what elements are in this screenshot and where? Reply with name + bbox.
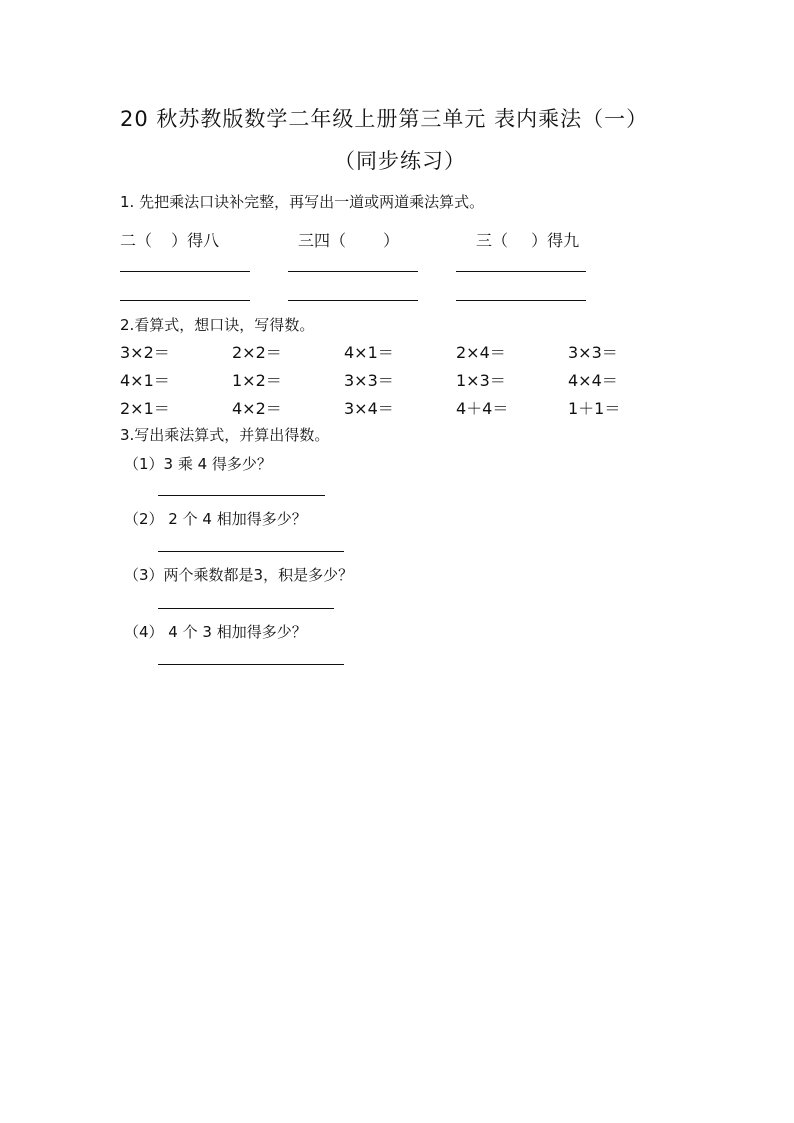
answer-line[interactable] — [158, 551, 344, 552]
answer-line[interactable] — [456, 300, 586, 301]
page-subtitle: （同步练习） — [334, 149, 466, 173]
expression: 3×4＝ — [344, 399, 394, 418]
question-1: （1）3 乘 4 得多少？ — [124, 455, 272, 473]
answer-line[interactable] — [158, 664, 344, 665]
rhyme-item-3: 三（ ）得九 — [476, 231, 580, 250]
expression: 4＋4＝ — [456, 399, 509, 418]
question-2: （2） 2 个 4 相加得多少？ — [124, 510, 307, 528]
expression: 4×4＝ — [568, 371, 618, 390]
answer-line[interactable] — [456, 271, 586, 272]
expression: 2×1＝ — [120, 399, 170, 418]
question-4: （4） 4 个 3 相加得多少？ — [124, 623, 307, 641]
expression: 3×3＝ — [344, 371, 394, 390]
expression: 4×2＝ — [232, 399, 282, 418]
expression: 1×2＝ — [232, 371, 282, 390]
answer-line[interactable] — [158, 495, 325, 496]
question-3: （3）两个乘数都是3，积是多少？ — [124, 566, 354, 584]
rhyme-item-2: 三四（ ） — [298, 231, 400, 250]
answer-line[interactable] — [120, 300, 250, 301]
expression: 2×4＝ — [456, 343, 506, 362]
section2-heading: 2.看算式，想口诀，写得数。 — [120, 316, 315, 334]
rhyme-item-1: 二（ ）得八 — [120, 231, 220, 250]
answer-line[interactable] — [288, 271, 418, 272]
expression: 2×2＝ — [232, 343, 282, 362]
page-title: 20 秋苏教版数学二年级上册第三单元 表内乘法（一） — [120, 107, 649, 131]
answer-line[interactable] — [120, 271, 250, 272]
section1-heading: 1. 先把乘法口诀补完整，再写出一道或两道乘法算式。 — [120, 193, 485, 211]
expression: 3×3＝ — [568, 343, 618, 362]
expression: 1＋1＝ — [568, 399, 621, 418]
expression: 3×2＝ — [120, 343, 170, 362]
expression: 4×1＝ — [344, 343, 394, 362]
expression: 4×1＝ — [120, 371, 170, 390]
answer-line[interactable] — [288, 300, 418, 301]
expression: 1×3＝ — [456, 371, 506, 390]
answer-line[interactable] — [158, 608, 334, 609]
section3-heading: 3.写出乘法算式，并算出得数。 — [120, 426, 330, 444]
